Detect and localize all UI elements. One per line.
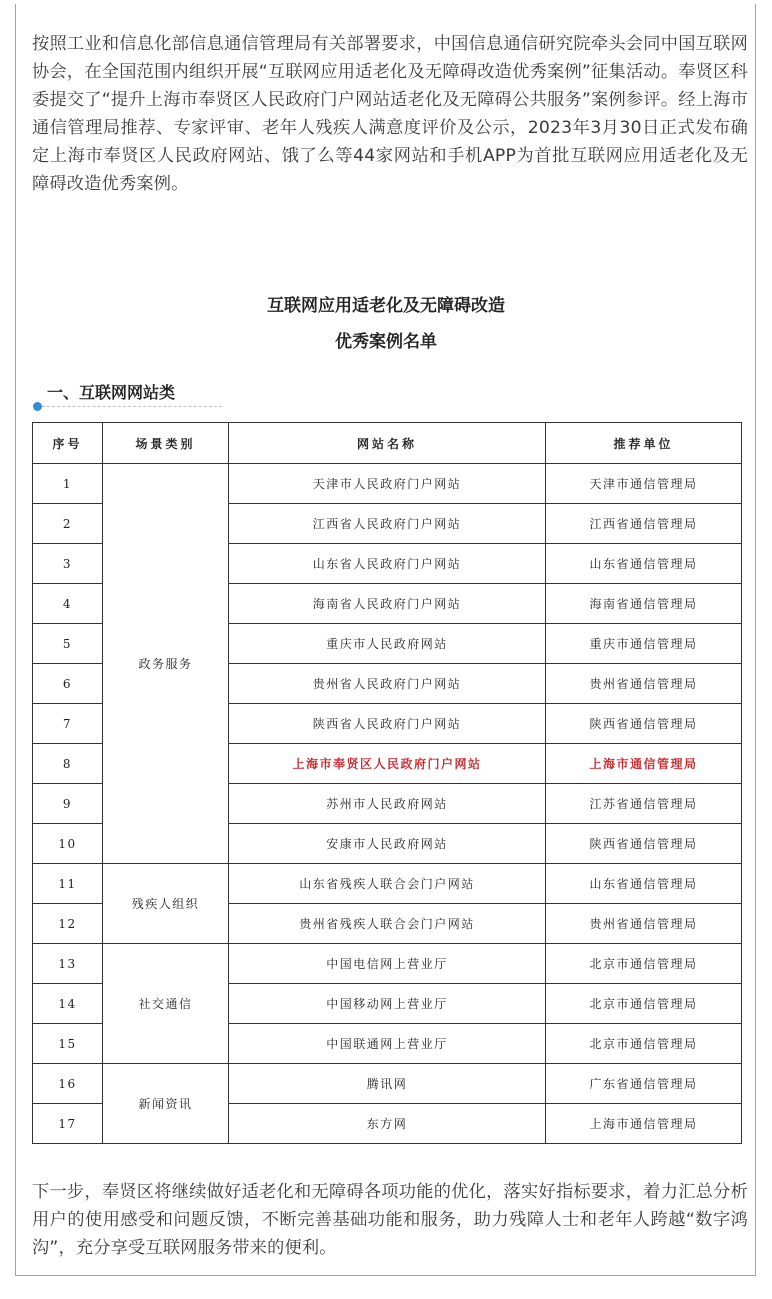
row-recommender: 山东省通信管理局 bbox=[546, 544, 742, 584]
row-site-name: 贵州省残疾人联合会门户网站 bbox=[229, 904, 546, 944]
header-recommender: 推荐单位 bbox=[546, 423, 742, 464]
row-site-name: 中国联通网上营业厅 bbox=[229, 1024, 546, 1064]
row-recommender: 北京市通信管理局 bbox=[546, 984, 742, 1024]
table-row bbox=[33, 944, 742, 984]
row-recommender: 江苏省通信管理局 bbox=[546, 784, 742, 824]
row-site-name: 中国移动网上营业厅 bbox=[229, 984, 546, 1024]
row-recommender: 贵州省通信管理局 bbox=[546, 664, 742, 704]
row-site-name: 江西省人民政府门户网站 bbox=[229, 504, 546, 544]
cases-table bbox=[32, 422, 742, 1144]
row-index: 3 bbox=[33, 544, 103, 584]
category-cell: 残疾人组织 bbox=[103, 864, 229, 944]
row-site-name: 贵州省人民政府门户网站 bbox=[229, 664, 546, 704]
list-title-line1: 互联网应用适老化及无障碍改造 bbox=[267, 296, 505, 316]
row-recommender: 北京市通信管理局 bbox=[546, 944, 742, 984]
row-site-name: 苏州市人民政府网站 bbox=[229, 784, 546, 824]
row-recommender: 广东省通信管理局 bbox=[546, 1064, 742, 1104]
row-index: 8 bbox=[33, 744, 103, 784]
row-index: 14 bbox=[33, 984, 103, 1024]
row-site-name: 重庆市人民政府网站 bbox=[229, 624, 546, 664]
section-underline bbox=[42, 406, 222, 407]
row-index: 7 bbox=[33, 704, 103, 744]
row-index: 13 bbox=[33, 944, 103, 984]
table-row bbox=[33, 864, 742, 904]
row-index: 15 bbox=[33, 1024, 103, 1064]
row-index: 16 bbox=[33, 1064, 103, 1104]
row-site-name: 海南省人民政府门户网站 bbox=[229, 584, 546, 624]
row-site-name: 山东省残疾人联合会门户网站 bbox=[229, 864, 546, 904]
row-recommender: 上海市通信管理局 bbox=[546, 744, 742, 784]
row-recommender: 山东省通信管理局 bbox=[546, 864, 742, 904]
bullet-dot-icon bbox=[33, 402, 42, 411]
row-recommender: 贵州省通信管理局 bbox=[546, 904, 742, 944]
row-recommender: 北京市通信管理局 bbox=[546, 1024, 742, 1064]
header-site-name: 网站名称 bbox=[229, 423, 546, 464]
row-index: 4 bbox=[33, 584, 103, 624]
row-site-name: 山东省人民政府门户网站 bbox=[229, 544, 546, 584]
category-cell: 社交通信 bbox=[103, 944, 229, 1064]
row-site-name: 上海市奉贤区人民政府门户网站 bbox=[229, 744, 546, 784]
row-recommender: 重庆市通信管理局 bbox=[546, 624, 742, 664]
table-row bbox=[33, 1064, 742, 1104]
row-index: 11 bbox=[33, 864, 103, 904]
row-recommender: 上海市通信管理局 bbox=[546, 1104, 742, 1144]
section-heading bbox=[33, 380, 193, 410]
row-site-name: 腾讯网 bbox=[229, 1064, 546, 1104]
row-index: 10 bbox=[33, 824, 103, 864]
row-index: 17 bbox=[33, 1104, 103, 1144]
category-cell: 新闻资讯 bbox=[103, 1064, 229, 1144]
row-index: 2 bbox=[33, 504, 103, 544]
row-recommender: 天津市通信管理局 bbox=[546, 464, 742, 504]
category-cell: 政务服务 bbox=[103, 464, 229, 864]
outro-paragraph: 下一步，奉贤区将继续做好适老化和无障碍各项功能的优化，落实好指标要求，着力汇总分析用户的使用感受和问题反馈，不断完善基础功能和服务，助力残障人士和老年人跨越“数字鸿沟”，充分享受互联网服务带来的便利。 bbox=[32, 1182, 748, 1258]
row-recommender: 江西省通信管理局 bbox=[546, 504, 742, 544]
row-recommender: 陕西省通信管理局 bbox=[546, 704, 742, 744]
row-index: 5 bbox=[33, 624, 103, 664]
intro-paragraph: 按照工业和信息化部信息通信管理局有关部署要求，中国信息通信研究院牵头会同中国互联网协会，在全国范围内组织开展“互联网应用适老化及无障碍改造优秀案例”征集活动。奉贤区科委提交了“提升上海市奉贤区人民政府门户网站适老化及无障碍公共服务”案例参评。经上海市通信管理局推荐、专家评审、老年人残疾人满意度评价及公示，2023年3月30日正式发布确定上海市奉贤区人民政府网站、饿了么等44家网站和手机APP为首批互联网应用适老化及无障碍改造优秀案例。 bbox=[32, 34, 748, 194]
row-site-name: 安康市人民政府网站 bbox=[229, 824, 546, 864]
row-index: 1 bbox=[33, 464, 103, 504]
row-index: 12 bbox=[33, 904, 103, 944]
header-category: 场景类别 bbox=[103, 423, 229, 464]
table-row bbox=[33, 464, 742, 504]
row-index: 9 bbox=[33, 784, 103, 824]
list-title-line2: 优秀案例名单 bbox=[335, 332, 437, 352]
row-recommender: 陕西省通信管理局 bbox=[546, 824, 742, 864]
row-recommender: 海南省通信管理局 bbox=[546, 584, 742, 624]
row-site-name: 中国电信网上营业厅 bbox=[229, 944, 546, 984]
row-site-name: 陕西省人民政府门户网站 bbox=[229, 704, 546, 744]
table-header-row bbox=[33, 423, 742, 464]
header-index: 序号 bbox=[33, 423, 103, 464]
row-site-name: 天津市人民政府门户网站 bbox=[229, 464, 546, 504]
section-heading-label: 一、互联网网站类 bbox=[47, 383, 176, 402]
row-site-name: 东方网 bbox=[229, 1104, 546, 1144]
row-index: 6 bbox=[33, 664, 103, 704]
